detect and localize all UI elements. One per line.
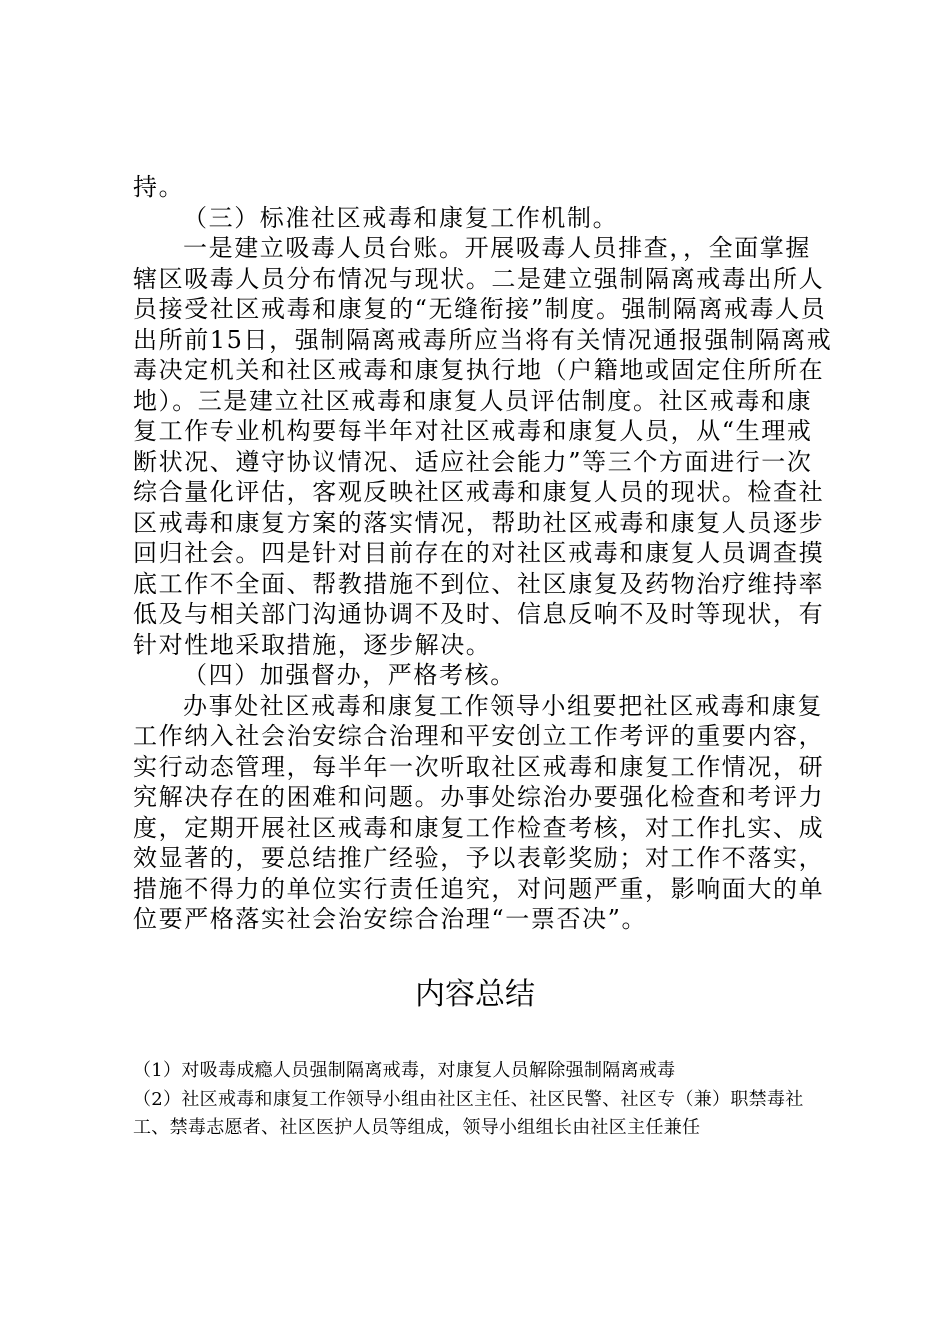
summary-list <box>133 1057 833 1143</box>
paragraph-continuation: 持。 <box>133 173 185 201</box>
section-heading-four: （四）加强督办，严格考核。 <box>183 661 516 689</box>
section-heading-three: （三）标准社区戒毒和康复工作机制。 <box>183 203 619 232</box>
summary-title: 内容总结 <box>415 977 535 1012</box>
paragraph-mechanism: 一是建立吸毒人员台账。开展吸毒人员排查，，全面掌握辖区吸毒人员分布情况与现状。二是建立强制隔离戒毒出所人员接受社区戒毒和康复的“无缝衔接”制度。强制隔离戒毒人员出所前15日，强制隔离戒毒所应当将有关情况通报强制隔离戒毒决定机关和社区戒毒和康复执行地（户籍地或固定住所所在地）。三是建立社区戒毒和康复人员评估制度。社区戒毒和康复工作专业机构要每半年对社区戒毒和康复人员，从“生理戒断状况、遵守协议情况、适应社会能力”等三个方面进行一次综合量化评估，客观反映社区戒毒和康复人员的现状。检查社区戒毒和康复方案的落实情况，帮助社区戒毒和康复人员逐步回归社会。四是针对目前存在的对社区戒毒和康复人员调查摸底工作不全面、帮教措施不到位、社区康复及药物治疗维持率低及与相关部门沟通协调不及时、信息反响不及时等现状，有针对性地采取措施，逐步解决。 <box>133 234 833 659</box>
summary-item-2: （2）社区戒毒和康复工作领导小组由社区主任、社区民警、社区专（兼）职禁毒社工、禁毒志愿者、社区医护人员等组成，领导小组组长由社区主任兼任 <box>133 1088 804 1138</box>
paragraph-supervision: 办事处社区戒毒和康复工作领导小组要把社区戒毒和康复工作纳入社会治安综合治理和平安创立工作考评的重要内容，实行动态管理，每半年一次听取社区戒毒和康复工作情况，研究解决存在的困难和问题。办事处综治办要强化检查和考评力度，定期开展社区戒毒和康复工作检查考核，对工作扎实、成效显著的，要总结推广经验，予以表彰奖励；对工作不落实，措施不得力的单位实行责任追究，对问题严重，影响面大的单位要严格落实社会治安综合治理“一票否决”。 <box>133 691 825 933</box>
summary-item-1: （1）对吸毒成瘾人员强制隔离戒毒，对康复人员解除强制隔离戒毒 <box>133 1060 676 1081</box>
document-body <box>133 172 833 935</box>
